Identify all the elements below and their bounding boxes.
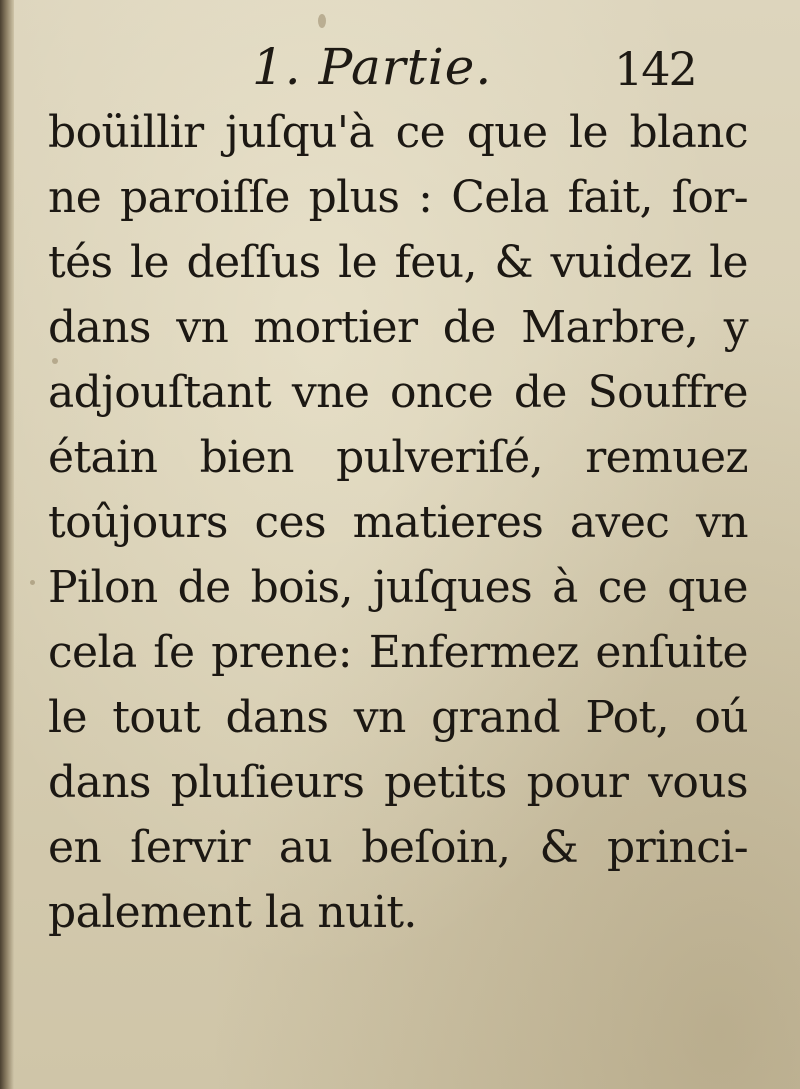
running-head: 1. Partie. [252, 38, 493, 96]
text-line: ne paroiſſe plus : Cela fait, ſor- [48, 172, 748, 223]
body-text [48, 100, 748, 945]
text-line: toûjours ces matieres avec vn [48, 497, 748, 548]
paper-spot [30, 580, 35, 585]
text-line: étain bien pulveriſé, remuez [48, 432, 748, 483]
text-line: dans vn mortier de Marbre, y [48, 302, 748, 353]
text-line: le tout dans vn grand Pot, oú [48, 692, 748, 743]
text-line: adjouſtant vne once de Souffre [48, 367, 748, 418]
text-line: boüillir juſqu'à ce que le blanc [48, 107, 748, 158]
text-line: dans pluſieurs petits pour vous [48, 757, 748, 808]
text-line: en ſervir au beſoin, & princi- [48, 822, 748, 873]
text-line: Pilon de bois, juſques à ce que [48, 562, 748, 613]
page-gutter-shadow [0, 0, 14, 1089]
paper-spot [318, 14, 326, 28]
text-line: tés le deſſus le feu, & vuidez le [48, 237, 748, 288]
text-line: palement la nuit. [48, 887, 417, 938]
page-header [0, 38, 800, 108]
page-number: 142 [614, 42, 696, 96]
text-line: cela ſe prene: Enfermez enſuite [48, 627, 748, 678]
